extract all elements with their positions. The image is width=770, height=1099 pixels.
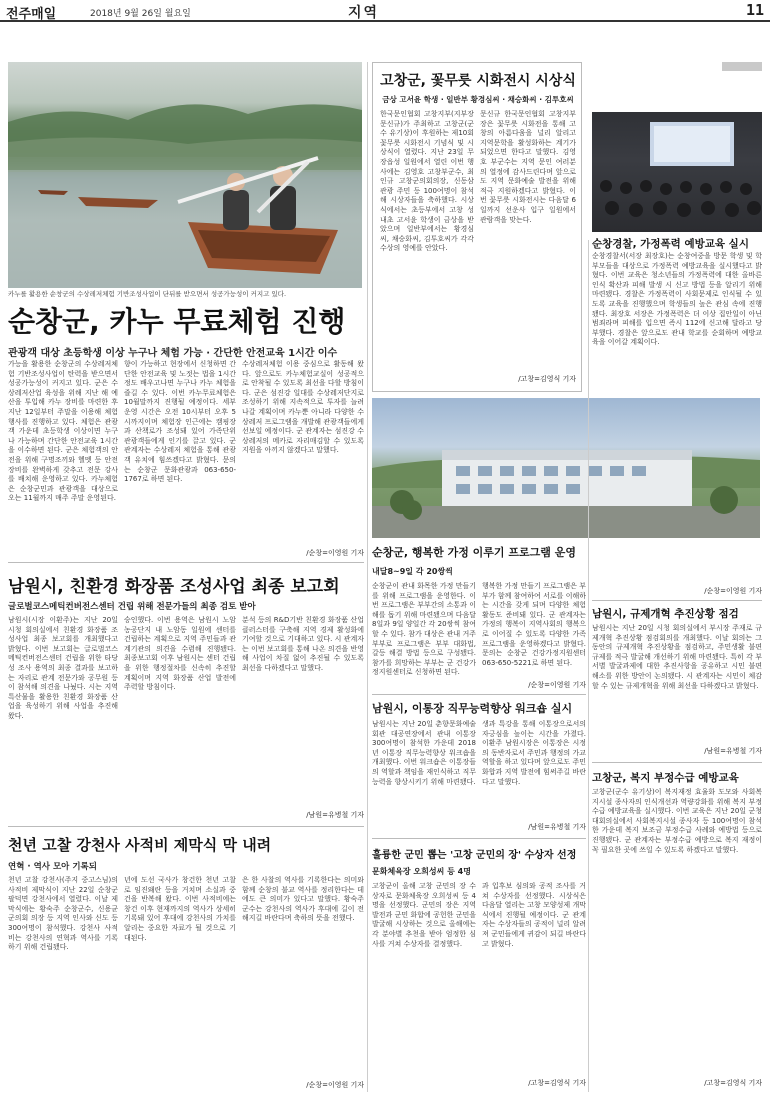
workshop-body-col2: 생과 특강을 통해 이통장으로서의 자긍심을 높이는 시간을 가졌다. 이환주 남원시장은 이통장은 시정의 동반자로서 주민과 행정의 가교 역할을 하고 있다며 앞으로도 주민 화합과 지역 발전에 힘써주길 바란다고 말했다. xyxy=(482,720,586,786)
seminar-photo xyxy=(592,112,762,232)
cosmetics-body-col3: 분석 등의 R&D기반 친환경 화장품 산업 클러스터를 구축해 지역 경제 활성화에 기여할 것으로 기대하고 있다. 시 관계자는 이번 보고회를 통해 나온 의견을 반영해 사업이 차질 없이 추진될 수 있도록 최선을 다하겠다고 말했다. xyxy=(242,616,364,672)
issue-date: 2018년 9월 26일 월요일 xyxy=(90,9,191,19)
canoe-photo-illustration xyxy=(8,62,362,288)
canoe-headline: 순창군, 카누 무료체험 진행 xyxy=(8,305,346,338)
stone-monument-byline: /순창=이영원 기자 xyxy=(306,1081,364,1089)
happy-family-headline: 순창군, 행복한 가정 이루기 프로그램 운영 xyxy=(372,546,576,559)
poem-byline: /고창=김영식 기자 xyxy=(518,375,576,383)
seminar-photo-illustration xyxy=(592,112,762,232)
divider xyxy=(592,762,762,763)
stone-monument-body-col3: 은 한 사찰의 역사를 기록한다는 의미와 함께 순창의 불교 역사를 정리한다는 데에도 큰 의미가 있다고 말했다. 황숙주 군수는 강천사의 역사가 후대에 길이 전해지길 바란다며 축하의 뜻을 전했다. xyxy=(242,876,364,923)
namwon-regulation-body: 남원시는 지난 20일 시청 회의실에서 부시장 주재로 규제개혁 추진상황 점검회의를 개최했다. 이날 회의는 그 동안의 규제개혁 추진상황을 점검하고, 주민생활 불편 규제를 적극 발굴해 개선하기 위해 마련됐다. 특히 각 부서별 발굴과제에 대한 추진사항을 공유하고 시민 불편 해소를 위한 방안이 논의됐다. 시 관계자는 시민이 체감할 수 있는 규제개혁을 위해 최선을 다하겠다고 밝혔다. xyxy=(592,624,762,690)
family-violence-headline: 순창경찰, 가정폭력 예방교육 실시 xyxy=(592,238,749,250)
newspaper-logo: 전주매일 xyxy=(6,7,57,22)
page-number: 11 xyxy=(745,1,764,19)
canoe-photo xyxy=(8,62,362,288)
namwon-regulation-headline: 남원시, 규제개혁 추진상황 점검 xyxy=(592,608,739,620)
workshop-byline: /남원=유병철 기자 xyxy=(528,823,586,831)
cosmetics-headline: 남원시, 친환경 화장품 조성사업 최종 보고회 xyxy=(8,577,340,597)
building-photo-illustration xyxy=(372,398,760,538)
canoe-subheadline: 관광객 대상 초등학생 이상 누구나 체험 가능 · 간단한 안전교육 1시간 이수 xyxy=(8,348,338,359)
divider xyxy=(8,826,364,827)
stone-monument-headline: 천년 고찰 강천사 사적비 제막식 막 내려 xyxy=(8,836,272,854)
poem-headline: 고창군, 꽃무릇 시화전시 시상식 xyxy=(380,73,576,89)
divider xyxy=(592,600,762,601)
family-violence-body: 순창경찰서(서장 최장호)는 순창여중을 방문 학생 및 학부모들을 대상으로 가정폭력 예방교육을 실시했다고 밝혔다. 이번 교육은 청소년들의 가정폭력에 대한 올바른 인식 확산과 피해 발생 시 신고 방법 등을 알리기 위해 마련됐다. 경찰은 가정폭력이 사회문제로 인식될 수 있도록 교육을 진행했으며 학생들의 높은 관심 속에 진행됐다. 최장호 서장은 가정폭력은 더 이상 집안일이 아닌 범죄라며 피해를 입으면 즉시 112에 신고해 달라고 당부했다. 경찰은 앞으로도 관내 학교를 순회하며 예방교육을 이어갈 계획이다. xyxy=(592,252,762,347)
building-photo xyxy=(372,398,760,538)
welfare-fraud-body: 고창군(군수 유기상)이 복지재정 효율화 도모와 사회복지시설 종사자의 인식개선과 역량강화를 위해 복지 부정수급 예방교육을 실시했다. 이번 교육은 지난 20일 군청 대회의실에서 사회복지시설 종사자 등 100여명이 참석한 가운데 복지 보조금 부정수급 사례와 예방법 등으로 진행됐다. 군 관계자는 부정수급 예방으로 복지 재정이 꼭 필요한 곳에 쓰일 수 있도록 하겠다고 말했다. xyxy=(592,788,762,854)
happy-family-subheadline: 내달8~9일 각 20쌍씩 xyxy=(372,567,453,576)
canoe-byline: /순창=이영원 기자 xyxy=(306,549,364,557)
cosmetics-subheadline: 글로벌코스메틱컨버전스센터 건립 위해 전문가들의 최종 검토 받아 xyxy=(8,602,256,612)
happy-family-byline: /순창=이영원 기자 xyxy=(528,681,586,689)
poem-body-col2: 문신규 한국문인협회 고창지부장은 꽃무릇 시화전을 통해 고창의 아름다움을 널리 알리고 지역문학을 활성화하는 계기가 되었으면 한다고 말했다. 김영호 부군수는 지역 문인 여러분의 열정에 감사드린다며 앞으로도 지역 문화예술 발전을 위해 적극 지원하겠다고 밝혔다. 이번 꽃무릇 시화전시는 다음달 6일까지 선운사 입구 일원에서 관람객을 맞는다. xyxy=(480,110,576,224)
stone-monument-body-col2: 년에 도선 국사가 창건한 천년 고찰로 임진왜란 등을 거치며 소실과 중건을 반복해 왔다. 이번 사적비에는 창건 이후 현재까지의 역사가 상세히 기록돼 있어 후대에 강천사의 가치를 알리는 중요한 자료가 될 것으로 기대된다. xyxy=(124,876,236,942)
masthead xyxy=(0,0,770,22)
welfare-fraud-byline: /고창=김영식 기자 xyxy=(704,1079,762,1087)
divider xyxy=(8,562,364,563)
divider xyxy=(372,838,586,839)
poem-body-col1: 한국문인협회 고창지부(지부장 문신규)가 주최하고 고창군(군수 유기상)이 후원하는 제10회 꽃무릇 시화전시 기념식 및 시상식이 열렸다. 지난 23일 무장읍성 일원에서 열린 이번 행사에는 김영호 고창부군수, 최인규 고창군의회의장, 신동삼 관광 주민 등 100여명이 참석해 시상자들을 축하했다. 시상식에서는 초등부에서 고창 성내초 고서윤 학생이 금상을 받았으며 일반부에서는 황경심씨, 채승화씨, 김투호씨가 각각 수상의 영예를 안았다. xyxy=(380,110,474,253)
stone-monument-subheadline: 연혁 · 역사 모아 기록되 xyxy=(8,862,97,872)
canoe-body-col1: 가능을 활용한 순창군의 수상레저체험 기반조성사업이 탄력을 받으면서 성공가능성이 커지고 있다. 군은 수상레저산업 육성을 위해 지난 해 예산을 투입해 카누 장비를 마련한 후 지난 12일부터 주말을 이용해 체험행사를 진행하고 있다. 체험은 관광객 가운데 초등학생 이상이면 누구나 가능하며 간단한 안전교육 1시간을 이수하면 된다. 군은 체험객의 안전을 위해 구명조끼와 헬멧 등 안전장비를 완벽하게 갖추고 전문 강사를 배치해 운영하고 있다. 카누체험은 순창군민과 관광객을 대상으로 오는 11월까지 매주 주말 운영된다. xyxy=(8,360,118,503)
workshop-headline: 남원시, 이통장 직무능력향상 워크숍 실시 xyxy=(372,702,573,715)
welfare-fraud-headline: 고창군, 복지 부정수급 예방교육 xyxy=(592,772,739,784)
cosmetics-body-col2: 승인했다. 이번 용역은 남원시 노암농공단지 내 노암동 일원에 센터를 건립하는 계획으로 지역 주민들과 관계기관의 의견을 수렴해 진행됐다. 최종보고회 이후 남원시는 센터 건립을 위한 행정절차를 신속히 추진할 계획이며 지역 화장품 산업 발전에 주력할 방침이다. xyxy=(124,616,236,692)
workshop-body-col1: 남원시는 지난 20일 춘향문화예술회관 대공연장에서 관내 이통장 300여명이 참석한 가운데 2018년 이통장 직무능력향상 워크숍을 개최했다. 이번 워크숍은 이통장들의 역할과 책임을 재인식하고 직무능력을 향상시키기 위해 마련됐다. xyxy=(372,720,476,786)
corner-tag xyxy=(722,62,762,71)
column-separator xyxy=(588,240,589,1092)
award-body-col1: 고창군이 올해 고창 군민의 장 수상자로 문화체육장 오희성씨 등 4명을 선정했다. 군민의 장은 지역 발전과 군민 화합에 공헌한 군민을 발굴해 시상하는 것으로 올해에는 각 분야별 추천을 받아 엄정한 심사를 거쳐 수상자를 결정했다. xyxy=(372,882,476,948)
namwon-regulation-byline: /남원=유병철 기자 xyxy=(704,747,762,755)
happy-family-body-col2: 행복한 가정 만들기 프로그램은 부부가 함께 참여하여 서로를 이해하는 시간을 갖게 되며 다양한 체험 활동도 준비돼 있다. 군 관계자는 가정의 행복이 지역사회의 행복으로 이어질 수 있도록 다양한 가족 프로그램을 운영하겠다고 밝혔다. 문의는 순창군 건강가정지원센터 063-650-5221로 하면 된다. xyxy=(482,582,586,667)
award-body-col2: 과 입후보 심의와 공적 조사를 거쳐 수상자를 선정했다. 시상식은 다음달 열리는 고창 모양성제 개막식에서 진행될 예정이다. 군 관계자는 수상자들의 공적이 널리 알려져 군민들에게 귀감이 되길 바란다고 밝혔다. xyxy=(482,882,586,948)
poem-subheadline: 금상 고서윤 학생 · 일반부 황경심씨 · 채승화씨 · 김투호씨 xyxy=(382,95,574,104)
cosmetics-body-col1: 남원시(시장 이환주)는 지난 20일 시청 회의실에서 친환경 화장품 조성사업 최종 보고회를 개최했다고 밝혔다. 이번 보고회는 글로벌코스메틱컨버전스센터 건립을 위한 타당성 조사 용역의 최종 결과를 보고하는 자리로 관계 전문가와 공무원 등이 참석해 의견을 나눴다. 시는 지역 특산물을 활용한 친환경 화장품 산업을 육성하기 위해 사업을 추진해 왔다. xyxy=(8,616,118,720)
column-separator xyxy=(367,62,368,1092)
family-violence-byline: /순창=이영원 기자 xyxy=(704,587,762,595)
canoe-body-col2: 향이 가능하고 현장에서 신청하면 간단한 안전교육 및 노젓는 법을 1시간 정도 배우고나면 누구나 카누 체험을 즐길 수 있다. 이번 카누무료체험은 10월말까지 진행될 예정이다. 세부운영 시간은 오전 10시부터 오후 5시까지이며 체험장 인근에는 캠핑장과 산책로가 조성돼 있어 가족단위 관광객들에게 인기를 끌고 있다. 군 관계자는 수상레저 체험을 통해 관광객 유치에 힘쓰겠다고 밝혔다. 문의는 순창군 문화관광과 063-650-1767로 하면 된다. xyxy=(124,360,236,484)
award-subheadline: 문화체육장 오희성씨 등 4명 xyxy=(372,867,471,876)
divider xyxy=(372,694,586,695)
section-title: 지역 xyxy=(348,5,380,21)
award-headline: 훌륭한 군민 뽑는 '고창 군민의 장' 수상자 선정 xyxy=(372,850,577,861)
award-byline: /고창=김영식 기자 xyxy=(528,1079,586,1087)
canoe-photo-caption: 카누를 활용한 순창군의 수상레저체험 기반조성사업이 단뒤를 받으면서 성공가능성이 커지고 있다. xyxy=(8,290,287,298)
cosmetics-byline: /남원=유병철 기자 xyxy=(306,811,364,819)
canoe-body-col3: 수상레저체험 이용 중심으로 활동해 왔다. 앞으로도 카누체험교실이 성공적으로 안착될 수 있도록 최선을 다할 방침이다. 군은 섬진강 일대를 수상레저단지로 조성하기 위해 지속적으로 투자를 늘려나갈 계획이며 카누뿐 아니라 다양한 수상레저 프로그램을 개발해 관광객들에게 선보일 예정이다. 군 관계자는 섬진강 수상레저의 메카로 자리매김할 수 있도록 지원을 아끼지 않겠다고 말했다. xyxy=(242,360,364,455)
stone-monument-body-col1: 천년 고찰 강천사(주지 중고스님)의 사적비 제막식이 지난 22일 순창군 팔덕면 강천사에서 열렸다. 이날 제막식에는 황숙주 순창군수, 신용균 군의회 의장 등 지역 인사와 신도 등 300여명이 참석했다. 강천사 사적비는 강천사의 연혁과 역사를 기록하기 위해 건립됐다. xyxy=(8,876,118,952)
happy-family-body-col1: 순창군이 관내 화목한 가정 만들기를 위해 프로그램을 운영한다. 이번 프로그램은 부부간의 소통과 이해를 돕기 위해 마련됐으며 다음달 8일과 9일 양일간 각 20쌍씩 참여할 수 있다. 참가 대상은 관내 거주 부부로 프로그램은 부부 대화법, 갈등 해결 방법 등으로 구성됐다. 참가를 희망하는 부부는 군 건강가정지원센터로 신청하면 된다. xyxy=(372,582,476,677)
